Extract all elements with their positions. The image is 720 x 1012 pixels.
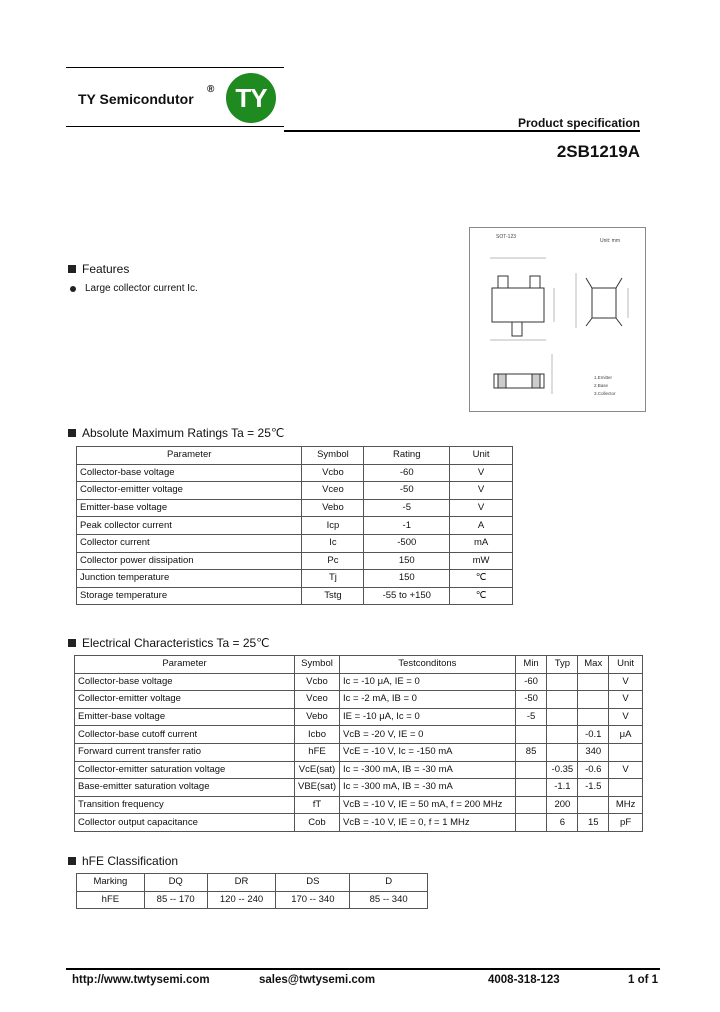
table-row (75, 691, 643, 709)
table-cell: fT (295, 796, 340, 814)
table-cell: DQ (144, 874, 207, 892)
hfe-table (76, 873, 428, 909)
table-cell: Emitter-base voltage (77, 499, 302, 517)
table-cell: 15 (578, 814, 609, 832)
table-header-row (75, 656, 643, 674)
electrical-table (74, 655, 643, 832)
table-cell: Collector-emitter voltage (77, 482, 302, 500)
table-cell: 85 (515, 743, 547, 761)
table-cell: Icp (302, 517, 364, 535)
table-row (75, 779, 643, 797)
table-cell: VcE = -10 V, Ic = -150 mA (340, 743, 516, 761)
ty-logo: TY (226, 73, 276, 123)
table-row (77, 891, 428, 909)
table-cell: 85 -- 340 (350, 891, 428, 909)
table-row (75, 796, 643, 814)
electrical-heading (68, 636, 270, 650)
table-cell: Collector current (77, 534, 302, 552)
table-cell: D (350, 874, 428, 892)
table-cell: Vceo (295, 691, 340, 709)
header-cell: Rating (364, 447, 450, 465)
table-cell: Collector-base voltage (77, 464, 302, 482)
table-cell: VcB = -10 V, IE = 0, f = 1 MHz (340, 814, 516, 832)
table-cell: 150 (364, 552, 450, 570)
square-bullet-icon (68, 429, 76, 437)
table-cell (547, 691, 578, 709)
table-cell: V (450, 464, 513, 482)
table-cell: Vebo (295, 708, 340, 726)
table-cell: mA (450, 534, 513, 552)
table-row (75, 761, 643, 779)
table-cell (578, 673, 609, 691)
table-cell: Collector-emitter voltage (75, 691, 295, 709)
header-top-rule (66, 67, 284, 68)
table-cell (515, 779, 547, 797)
header-cell: Typ (547, 656, 578, 674)
table-cell: -1 (364, 517, 450, 535)
pin-1-label: 1.Emitter (594, 375, 613, 380)
table-cell: Junction temperature (77, 570, 302, 588)
feature-item: Large collector current Ic. (85, 283, 198, 294)
package-outline-svg (470, 228, 645, 411)
round-bullet-icon (70, 286, 76, 292)
table-cell: -60 (515, 673, 547, 691)
table-cell: Vceo (302, 482, 364, 500)
table-row (77, 534, 513, 552)
table-cell: V (609, 673, 643, 691)
table-cell: Icbo (295, 726, 340, 744)
table-cell: VcE(sat) (295, 761, 340, 779)
header-cell: Unit (609, 656, 643, 674)
table-cell (515, 796, 547, 814)
table-cell: DS (276, 874, 350, 892)
table-cell: Collector-emitter saturation voltage (75, 761, 295, 779)
abs-max-table (76, 446, 513, 605)
table-cell: -500 (364, 534, 450, 552)
table-cell (547, 726, 578, 744)
table-row (77, 874, 428, 892)
table-cell: DR (207, 874, 276, 892)
table-header-row (77, 447, 513, 465)
table-cell (547, 708, 578, 726)
table-cell: Collector-base voltage (75, 673, 295, 691)
table-cell: μA (609, 726, 643, 744)
table-cell: Collector output capacitance (75, 814, 295, 832)
table-cell (515, 726, 547, 744)
table-row (77, 517, 513, 535)
table-cell: ℃ (450, 587, 513, 605)
table-cell: Vebo (302, 499, 364, 517)
table-cell: -0.6 (578, 761, 609, 779)
table-cell (609, 779, 643, 797)
footer-phone: 4008-318-123 (488, 974, 560, 986)
table-cell: Peak collector current (77, 517, 302, 535)
table-cell: -50 (515, 691, 547, 709)
table-cell: 200 (547, 796, 578, 814)
footer-url-link[interactable]: http://www.twtysemi.com (72, 974, 210, 986)
package-label: SOT-123 (496, 234, 517, 240)
table-cell (515, 814, 547, 832)
table-cell (547, 743, 578, 761)
header-cell: Parameter (77, 447, 302, 465)
footer-email-link[interactable]: sales@twtysemi.com (259, 974, 376, 986)
table-cell: A (450, 517, 513, 535)
table-row (75, 743, 643, 761)
table-cell (515, 761, 547, 779)
table-cell: Vcbo (302, 464, 364, 482)
table-row (77, 482, 513, 500)
square-bullet-icon (68, 857, 76, 865)
header-cell: Symbol (302, 447, 364, 465)
table-cell: Ic = -2 mA, IB = 0 (340, 691, 516, 709)
package-drawing (469, 227, 646, 412)
table-cell: IE = -10 μA, Ic = 0 (340, 708, 516, 726)
table-cell: hFE (295, 743, 340, 761)
table-cell: MHz (609, 796, 643, 814)
table-cell: -55 to +150 (364, 587, 450, 605)
header-cell: Min (515, 656, 547, 674)
table-cell: Ic = -10 μA, IE = 0 (340, 673, 516, 691)
table-row (75, 708, 643, 726)
table-cell: hFE (77, 891, 145, 909)
footer-page-number: 1 of 1 (628, 974, 659, 986)
table-cell: -5 (364, 499, 450, 517)
table-cell: Collector power dissipation (77, 552, 302, 570)
table-cell: pF (609, 814, 643, 832)
table-cell: 150 (364, 570, 450, 588)
table-row (77, 587, 513, 605)
hfe-title: hFE Classification (82, 854, 179, 868)
table-cell: -5 (515, 708, 547, 726)
table-cell: -1.1 (547, 779, 578, 797)
table-cell: 340 (578, 743, 609, 761)
table-cell: V (450, 499, 513, 517)
product-specification: Product specification (517, 116, 640, 130)
table-cell (578, 796, 609, 814)
pin-2-label: 2.Base (594, 383, 609, 388)
table-cell: Ic = -300 mA, IB = -30 mA (340, 761, 516, 779)
table-row (77, 464, 513, 482)
table-cell (578, 708, 609, 726)
table-cell: ℃ (450, 570, 513, 588)
abs-max-heading (68, 426, 284, 440)
electrical-title: Electrical Characteristics Ta = 25℃ (82, 636, 270, 650)
header-cell: Parameter (75, 656, 295, 674)
table-cell: Forward current transfer ratio (75, 743, 295, 761)
table-cell: Base-emitter saturation voltage (75, 779, 295, 797)
table-cell: VcB = -10 V, IE = 50 mA, f = 200 MHz (340, 796, 516, 814)
table-cell: Transition frequency (75, 796, 295, 814)
header-cell: Testconditons (340, 656, 516, 674)
pin-3-label: 3.Collector (594, 391, 616, 396)
table-row (75, 726, 643, 744)
table-cell: -60 (364, 464, 450, 482)
table-cell: 6 (547, 814, 578, 832)
hfe-heading (68, 854, 178, 868)
table-cell: Collector-base cutoff current (75, 726, 295, 744)
header-long-rule (284, 130, 640, 132)
table-cell: Tstg (302, 587, 364, 605)
table-cell: -0.1 (578, 726, 609, 744)
table-cell: Tj (302, 570, 364, 588)
table-cell: 85 -- 170 (144, 891, 207, 909)
table-row (77, 570, 513, 588)
square-bullet-icon (68, 639, 76, 647)
table-cell (609, 743, 643, 761)
square-bullet-icon (68, 265, 76, 273)
features-heading (68, 262, 129, 276)
table-cell: Marking (77, 874, 145, 892)
abs-max-title: Absolute Maximum Ratings Ta = 25℃ (82, 426, 285, 440)
table-cell: Vcbo (295, 673, 340, 691)
table-cell: V (609, 708, 643, 726)
table-cell: VcB = -20 V, IE = 0 (340, 726, 516, 744)
registered-mark: ® (207, 84, 215, 95)
table-cell: Pc (302, 552, 364, 570)
brand-name: TY Semicondutor (78, 91, 194, 107)
table-cell: Storage temperature (77, 587, 302, 605)
header-cell: Unit (450, 447, 513, 465)
features-title: Features (82, 262, 130, 276)
part-number: 2SB1219A (556, 142, 640, 161)
table-row (77, 499, 513, 517)
table-cell: mW (450, 552, 513, 570)
table-row (77, 552, 513, 570)
table-cell: -1.5 (578, 779, 609, 797)
table-cell (547, 673, 578, 691)
table-cell (578, 691, 609, 709)
package-unit: Unit: mm (600, 238, 620, 244)
table-cell: VBE(sat) (295, 779, 340, 797)
table-cell: Ic (302, 534, 364, 552)
header-mid-rule (66, 126, 284, 127)
table-cell: Ic = -300 mA, IB = -30 mA (340, 779, 516, 797)
table-cell: V (450, 482, 513, 500)
table-cell: 120 -- 240 (207, 891, 276, 909)
table-cell: -0.35 (547, 761, 578, 779)
table-row (75, 673, 643, 691)
table-cell: V (609, 691, 643, 709)
footer-rule (66, 968, 660, 970)
table-cell: -50 (364, 482, 450, 500)
header-cell: Symbol (295, 656, 340, 674)
table-cell: 170 -- 340 (276, 891, 350, 909)
table-cell: Emitter-base voltage (75, 708, 295, 726)
table-cell: V (609, 761, 643, 779)
table-cell: Cob (295, 814, 340, 832)
table-row (75, 814, 643, 832)
header-cell: Max (578, 656, 609, 674)
